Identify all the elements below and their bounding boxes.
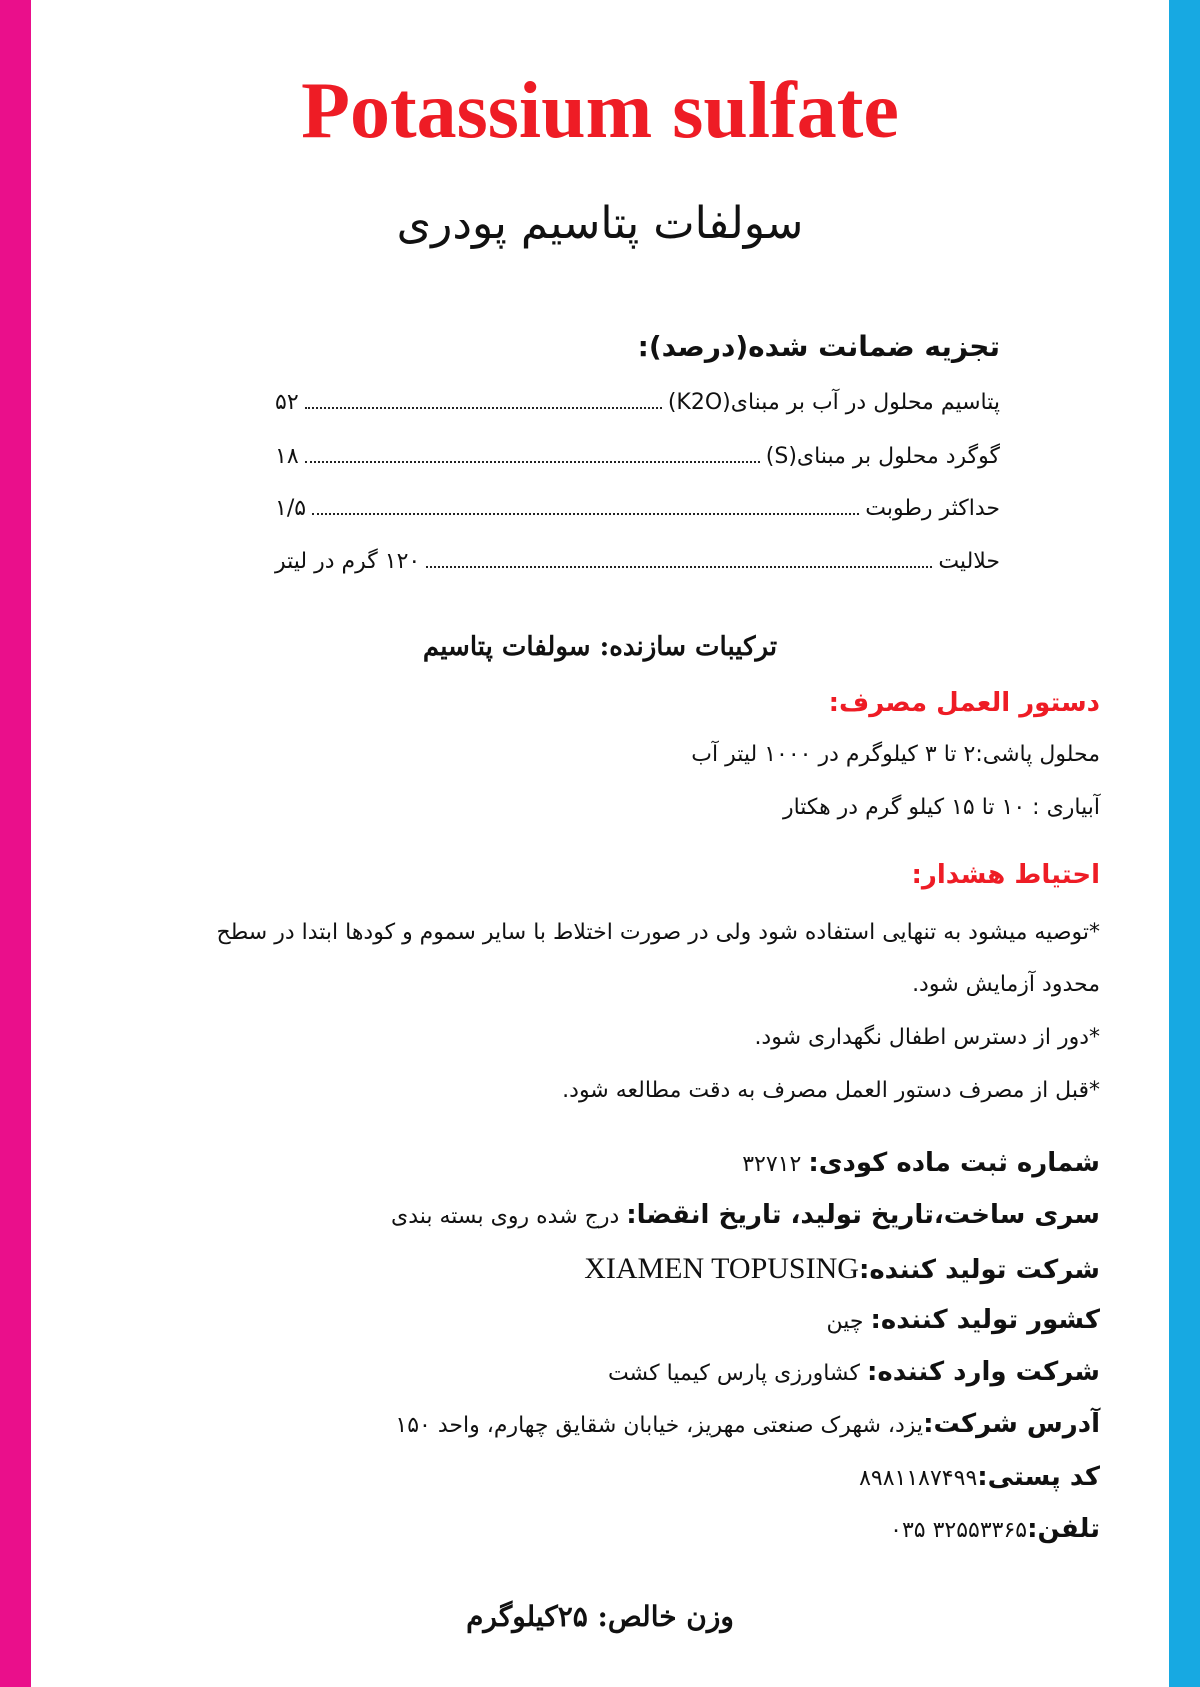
spec-label: گوگرد محلول بر مبنای(S) [765, 444, 1000, 469]
product-title-english: Potassium sulfate [301, 67, 899, 155]
info-label: سری ساخت،تاریخ تولید، تاریخ انقضا: [626, 1200, 1100, 1230]
warning-line-children: *دور از دسترس اطفال نگهداری شود. [754, 1025, 1100, 1050]
info-postal-code [859, 1462, 1100, 1492]
info-manufacturer [584, 1252, 1100, 1286]
info-value: ۳۲۵۵۳۳۶۵ ۰۳۵ [890, 1518, 1028, 1543]
info-value: XIAMEN TOPUSING [584, 1252, 859, 1285]
info-label: شرکت وارد کننده: [867, 1357, 1100, 1387]
info-value: ۳۲۷۱۲ [742, 1152, 809, 1177]
info-label: تلفن: [1027, 1514, 1100, 1544]
dotted-leader [312, 499, 859, 515]
spec-row-sulfur [275, 444, 1000, 469]
info-value: درج شده روی بسته بندی [390, 1204, 627, 1229]
usage-line-foliar: محلول پاشی:۲ تا ۳ کیلوگرم در ۱۰۰۰ لیتر آب [691, 742, 1100, 767]
analysis-heading: تجزیه ضمانت شده(درصد): [637, 330, 1000, 363]
info-registration [742, 1148, 1100, 1178]
info-value: یزد، شهرک صنعتی مهریز، خیابان شقایق چهارم، واحد ۱۵۰ [395, 1413, 924, 1438]
spec-value: ۵۲ [275, 390, 299, 415]
spec-value: ۱۸ [275, 444, 299, 469]
spec-row-solubility [275, 549, 1000, 574]
spec-row-potassium [275, 390, 1000, 415]
spec-row-moisture [275, 496, 1000, 521]
info-importer [608, 1357, 1100, 1387]
info-batch-dates [391, 1200, 1100, 1230]
info-label: شرکت تولید کننده: [858, 1255, 1100, 1285]
info-label: شماره ثبت ماده کودی: [808, 1148, 1100, 1178]
info-value: ۸۹۸۱۱۸۷۴۹۹ [859, 1466, 978, 1491]
ingredients-line: ترکیبات سازنده: سولفات پتاسیم [422, 632, 778, 662]
info-label: کد پستی: [977, 1462, 1100, 1492]
info-value: کشاورزی پارس کیمیا کشت [607, 1361, 868, 1386]
right-color-bar [1169, 0, 1200, 1687]
dotted-leader [305, 447, 760, 463]
product-title-persian: سولفات پتاسیم پودری [396, 198, 804, 249]
spec-label: پتاسیم محلول در آب بر مبنای(K2O) [667, 390, 1000, 415]
info-phone [890, 1514, 1100, 1544]
warning-line-mixing-cont: محدود آزمایش شود. [912, 972, 1100, 997]
warning-line-read: *قبل از مصرف دستور العمل مصرف به دقت مطالعه شود. [562, 1078, 1100, 1103]
dotted-leader [426, 552, 932, 568]
spec-label: حلالیت [938, 549, 1000, 574]
info-value: چین [826, 1309, 871, 1334]
dotted-leader [305, 393, 662, 409]
spec-label: حداکثر رطوبت [865, 496, 1000, 521]
warning-heading: احتیاط هشدار: [911, 860, 1100, 890]
info-label: آدرس شرکت: [923, 1409, 1100, 1439]
net-weight: وزن خالص: ۲۵کیلوگرم [466, 1600, 734, 1633]
info-country [826, 1305, 1100, 1335]
info-address [395, 1409, 1100, 1439]
spec-value: ۱۲۰ گرم در لیتر [275, 549, 421, 574]
usage-heading: دستور العمل مصرف: [828, 688, 1100, 718]
warning-line-mixing: *توصیه میشود به تنهایی استفاده شود ولی در صورت اختلاط با سایر سموم و کودها ابتدا در سطح [216, 920, 1100, 945]
left-color-bar [0, 0, 31, 1687]
info-label: کشور تولید کننده: [870, 1305, 1100, 1335]
usage-line-irrigation: آبیاری : ۱۰ تا ۱۵ کیلو گرم در هکتار [782, 795, 1100, 820]
spec-value: ۱/۵ [275, 496, 307, 521]
